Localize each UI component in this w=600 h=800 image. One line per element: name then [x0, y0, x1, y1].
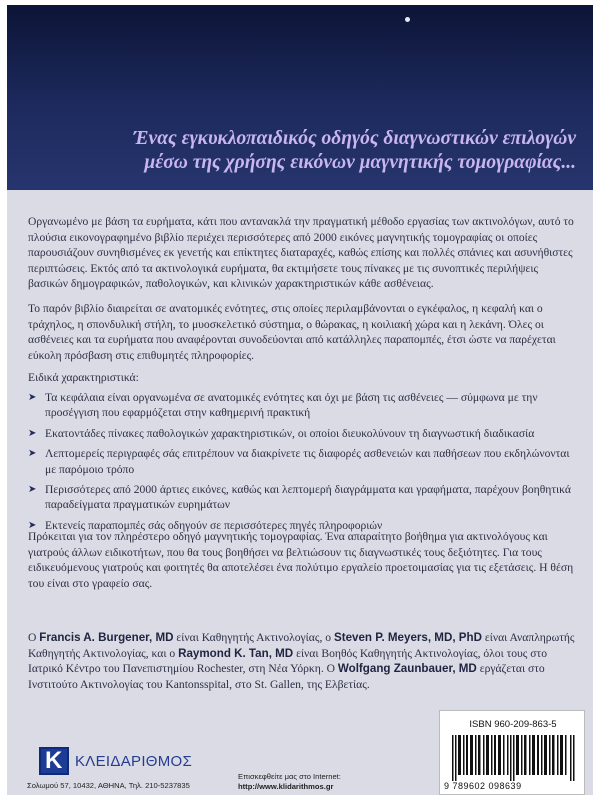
- website-note: [238, 772, 341, 792]
- structure-paragraph: Το παρόν βιβλίο διαιρείται σε ανατομικές ενότητες, στις οποίες περιλαμβάνονται ο εγκέφαλος, η κεφαλή και ο τράχηλος, η σπονδυλική στήλη, το μυοσκελετικό σύστημα, ο θώρακας, η κοιλιακή χώρα και η λεκάνη. Όλες οι ασθένειες και τα ευρήματα που αναφέρονται συνοδεύονται από κατάλληλες παραπομπές, έτσι ώστε να παρέχεται εύκολη πρόσβαση στις επιθυμητές πληροφορίες.: [28, 302, 556, 362]
- features-list: [28, 390, 578, 538]
- intro-paragraph: Οργανωμένο με βάση τα ευρήματα, κάτι που αντανακλά την πραγματική μέθοδο εργασίας των ακτινολόγων, αυτό το πλούσια εικονογραφημένο βιβλίο περιέχει περισσότερες από 2000 εικόνες μαγνητικής τομογραφίας οι οποίες παρουσιάζουν συνηθισμένες εκ γενετής και επίκτητες διαταραχές, καθώς επίσης και πολλές σπάνιες και ασυνήθιστες περιπτώσεις. Εκτός από τα ακτινολογικά ευρήματα, θα εκτιμήσετε τους πίνακες με τις συνοπτικές περιλήψεις βασικών δημογραφικών, παθολογικών, και κλινικών χαρακτηριστικών κάθε ασθένειας.: [28, 215, 574, 291]
- author-name: Steven P. Meyers, MD, PhD: [333, 631, 482, 644]
- feature-text: Τα κεφάλαια είναι οργανωμένα σε ανατομικές ενότητες και όχι με βάση τις ασθένειες — σύμφωνα με την προσέγγιση που εφαρμόζεται στην καθημερινή πρακτική: [45, 391, 538, 420]
- author-name: Raymond K. Tan, MD: [178, 646, 294, 660]
- publisher-logo-icon: [39, 747, 69, 775]
- authors-text: είναι Καθηγητής Ακτινολογίας, ο: [173, 631, 334, 644]
- publisher-logo: [39, 747, 193, 777]
- banner-dot: [405, 17, 410, 22]
- feature-item: [28, 482, 578, 513]
- feature-text: Περισσότερες από 2000 άρτιες εικόνες, καθώς και λεπτομερή διαγράμματα και γραφήματα, παρέχουν βοηθητικά παραδείγματα πραγματικών ευρημάτων: [45, 483, 571, 512]
- barcode-box: [439, 710, 585, 795]
- arrow-bullet-icon: ➤: [28, 484, 37, 496]
- authors-paragraph: [28, 630, 576, 692]
- back-cover: [7, 5, 593, 795]
- isbn-label: ISBN 960-209-863-5: [469, 719, 557, 730]
- tagline: [31, 127, 576, 175]
- authors-text: Ο: [28, 631, 40, 644]
- barcode-icon: [452, 735, 576, 781]
- feature-text: Λεπτομερείς περιγραφές σάς επιτρέπουν να διακρίνετε τις διαφορές ασθενειών και παθήσεων που εκδηλώνονται με παρόμοιο τρόπο: [45, 447, 570, 476]
- barcode-digits: 9 789602 098639: [444, 781, 522, 791]
- feature-text: Εκτενείς παραπομπές σάς οδηγούν σε περισσότερες πηγές πληροφοριών: [45, 518, 383, 532]
- website-label: Επισκεφθείτε μας στο Internet:: [238, 772, 341, 781]
- authors-text: εργάζεται στο Ινστιτούτο Ακτινολογίας του Kantonsspital, στο St. Gallen, της Ελβετίας.: [28, 662, 545, 691]
- publisher-address: Σολωμού 57, 10432, ΑΘΗΝΑ, Τηλ. 210-5237835: [27, 781, 190, 790]
- feature-item: [28, 426, 578, 441]
- feature-text: Εκατοντάδες πίνακες παθολογικών χαρακτηριστικών, οι οποίοι διευκολύνουν τη διαγνωστική διαδικασία: [45, 426, 535, 440]
- arrow-bullet-icon: ➤: [28, 392, 37, 403]
- author-name: Francis A. Burgener, MD: [39, 631, 174, 644]
- features-heading: Ειδικά χαρακτηριστικά:: [28, 371, 139, 384]
- header-banner: [7, 5, 593, 190]
- authors-text: είναι Βοηθός Καθηγητής Ακτινολογίας, όλοι τους στο Ιατρικό Κέντρο του Πανεπιστημίου Rochester, στη Νέα Υόρκη. Ο: [28, 646, 547, 676]
- summary-paragraph: Πρόκειται για τον πληρέστερο οδηγό μαγνητικής τομογραφίας. Ένα απαραίτητο βοήθημα για ακτινολόγους και γιατρούς άλλων ειδικοτήτων, που θα τους βοηθήσει να βελτιώσουν τις διαγνωστικές τους δεξιότητες. Για τους ειδικευόμενους γιατρούς και φοιτητές θα αποτελέσει ένα πολύτιμο εργαλείο προετοιμασίας για τις εξετάσεις. Η θέση του είναι στο γραφείο σας.: [28, 530, 574, 590]
- logo-letter: K: [45, 747, 63, 774]
- tagline-line-2: μέσω της χρήσης εικόνων μαγνητικής τομογραφίας...: [144, 152, 576, 173]
- author-name: Wolfgang Zaunbauer, MD: [337, 662, 477, 676]
- publisher-name: ΚΛΕΙΔΑΡΙΘΜΟΣ: [75, 753, 193, 770]
- arrow-bullet-icon: ➤: [28, 427, 37, 439]
- authors-text: είναι Αναπληρωτής Καθηγητής Ακτινολογίας, και ο: [28, 631, 575, 660]
- feature-item: [28, 446, 578, 477]
- tagline-line-1: Ένας εγκυκλοπαιδικός οδηγός διαγνωστικών επιλογών: [133, 128, 576, 149]
- feature-item: [28, 390, 578, 421]
- arrow-bullet-icon: ➤: [28, 448, 37, 460]
- arrow-bullet-icon: ➤: [28, 519, 37, 531]
- website-link[interactable]: http://www.klidarithmos.gr: [238, 782, 334, 791]
